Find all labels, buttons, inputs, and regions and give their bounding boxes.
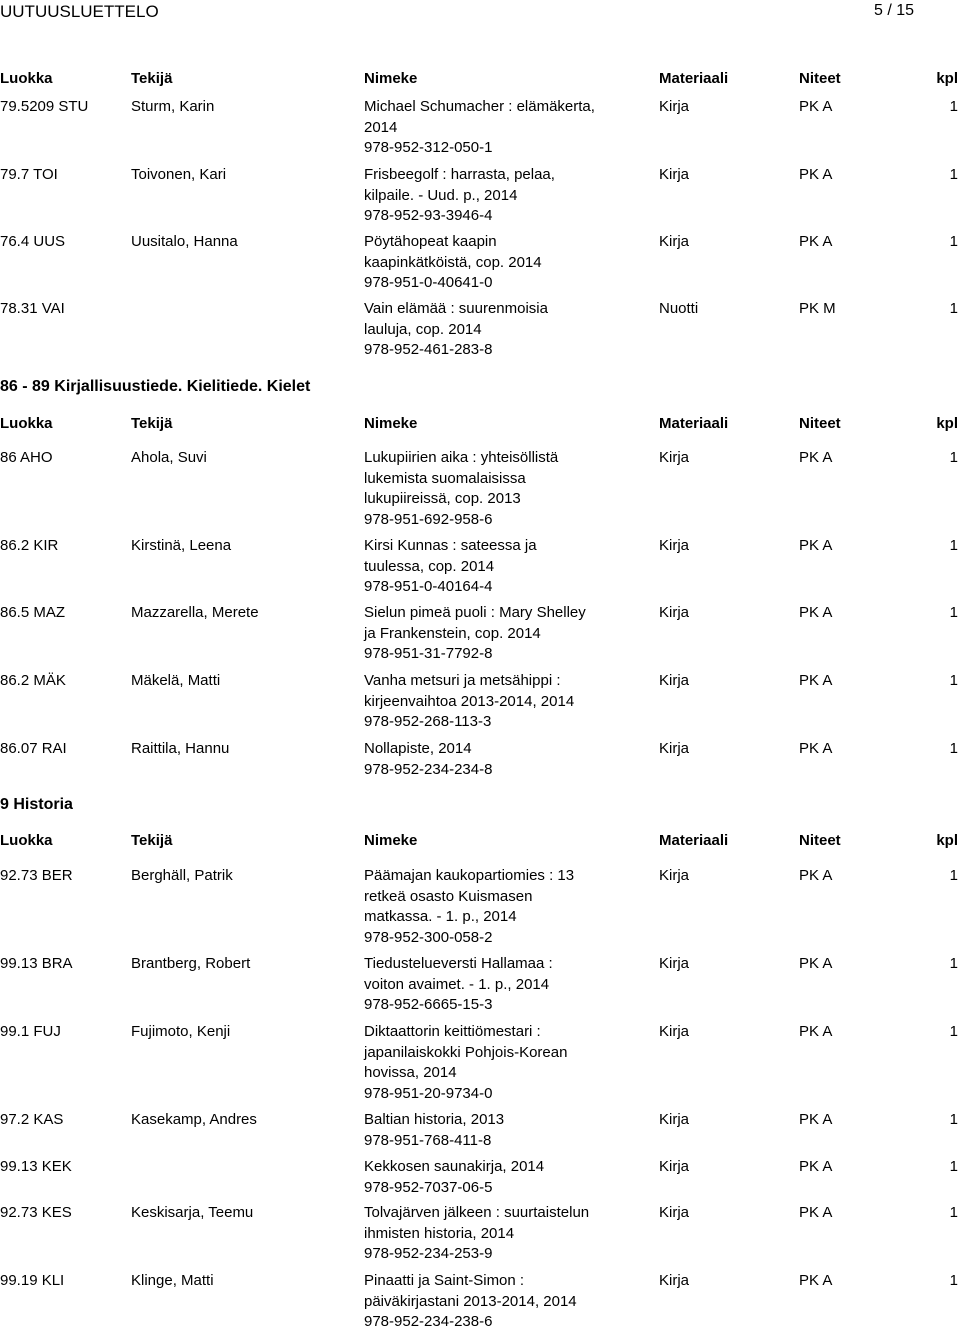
table-row xyxy=(0,603,960,663)
header-tekija: Tekijä xyxy=(131,832,173,849)
header-kpl: kpl xyxy=(936,832,958,849)
cell-niteet: PK A xyxy=(799,604,833,621)
nimeke-line: hovissa, 2014 xyxy=(364,1064,457,1082)
nimeke-line: ihmisten historia, 2014 xyxy=(364,1224,515,1242)
nimeke-line: Vain elämää : suurenmoisia xyxy=(364,300,548,317)
nimeke-line: 978-951-0-40164-4 xyxy=(364,578,493,596)
cell-luokka: 86.2 KIR xyxy=(0,537,59,554)
nimeke-line: Tiedustelueversti Hallamaa : xyxy=(364,955,553,972)
cell-materiaali: Kirja xyxy=(659,449,690,466)
nimeke-line: 978-952-7037-06-5 xyxy=(364,1178,493,1196)
nimeke-line: 978-952-234-234-8 xyxy=(364,760,493,778)
nimeke-line: kirjeenvaihtoa 2013-2014, 2014 xyxy=(364,692,575,710)
table-row xyxy=(0,866,960,947)
nimeke-line: Vanha metsuri ja metsähippi : xyxy=(364,672,561,689)
table-row xyxy=(0,232,960,292)
cell-tekija: Berghäll, Patrik xyxy=(131,867,233,884)
cell-materiaali: Kirja xyxy=(659,1272,690,1289)
cell-nimeke xyxy=(364,1022,634,1105)
header-luokka: Luokka xyxy=(0,832,53,849)
cell-nimeke xyxy=(364,1271,634,1333)
cell-kpl: 1 xyxy=(949,955,958,972)
cell-luokka: 86.07 RAI xyxy=(0,740,67,757)
header-niteet: Niteet xyxy=(799,832,841,849)
table-row xyxy=(0,954,960,1014)
table-row xyxy=(0,448,960,529)
cell-tekija: Klinge, Matti xyxy=(131,1272,214,1289)
table-row xyxy=(0,97,960,157)
page-number: 5 / 15 xyxy=(873,2,914,19)
cell-nimeke xyxy=(364,299,634,361)
cell-materiaali: Kirja xyxy=(659,955,690,972)
table-row xyxy=(0,1022,960,1103)
nimeke-line: 2014 xyxy=(364,118,398,136)
cell-materiaali: Kirja xyxy=(659,98,690,115)
nimeke-line: Baltian historia, 2013 xyxy=(364,1111,505,1128)
nimeke-line: 978-951-692-958-6 xyxy=(364,511,493,529)
cell-kpl: 1 xyxy=(949,98,958,115)
cell-luokka: 99.1 FUJ xyxy=(0,1023,61,1040)
cell-tekija: Fujimoto, Kenji xyxy=(131,1023,231,1040)
nimeke-line: ja Frankenstein, cop. 2014 xyxy=(364,624,541,642)
header-luokka: Luokka xyxy=(0,415,53,432)
cell-nimeke xyxy=(364,866,634,949)
table-header xyxy=(0,415,960,435)
header-luokka: Luokka xyxy=(0,70,53,87)
table-row xyxy=(0,1157,960,1196)
cell-materiaali: Kirja xyxy=(659,233,690,250)
cell-materiaali: Kirja xyxy=(659,604,690,621)
cell-nimeke xyxy=(364,1110,634,1151)
nimeke-line: voiton avaimet. - 1. p., 2014 xyxy=(364,975,550,993)
nimeke-line: lauluja, cop. 2014 xyxy=(364,320,482,338)
cell-kpl: 1 xyxy=(949,672,958,689)
cell-kpl: 1 xyxy=(949,166,958,183)
header-nimeke: Nimeke xyxy=(364,415,418,432)
header-materiaali: Materiaali xyxy=(659,415,729,432)
nimeke-line: päiväkirjastani 2013-2014, 2014 xyxy=(364,1292,577,1310)
header-kpl: kpl xyxy=(936,70,958,87)
nimeke-line: Frisbeegolf : harrasta, pelaa, xyxy=(364,166,555,183)
nimeke-line: kilpaile. - Uud. p., 2014 xyxy=(364,186,518,204)
cell-niteet: PK A xyxy=(799,1158,833,1175)
cell-tekija: Kasekamp, Andres xyxy=(131,1111,257,1128)
cell-luokka: 86.5 MAZ xyxy=(0,604,66,621)
table-row xyxy=(0,1271,960,1331)
table-row xyxy=(0,739,960,778)
header-materiaali: Materiaali xyxy=(659,832,729,849)
nimeke-line: Kirsi Kunnas : sateessa ja xyxy=(364,537,537,554)
nimeke-line: Päämajan kaukopartiomies : 13 xyxy=(364,867,575,884)
cell-kpl: 1 xyxy=(949,740,958,757)
cell-niteet: PK A xyxy=(799,537,833,554)
cell-materiaali: Kirja xyxy=(659,1111,690,1128)
cell-kpl: 1 xyxy=(949,233,958,250)
cell-kpl: 1 xyxy=(949,867,958,884)
cell-tekija: Sturm, Karin xyxy=(131,98,215,115)
table-header xyxy=(0,70,960,90)
cell-nimeke xyxy=(364,954,634,1016)
cell-luokka: 86.2 MÄK xyxy=(0,672,66,689)
cell-kpl: 1 xyxy=(949,1204,958,1221)
nimeke-line: 978-952-312-050-1 xyxy=(364,139,493,157)
cell-nimeke xyxy=(364,603,634,665)
cell-materiaali: Kirja xyxy=(659,672,690,689)
nimeke-line: 978-952-300-058-2 xyxy=(364,929,493,947)
table-row xyxy=(0,299,960,359)
cell-tekija: Mäkelä, Matti xyxy=(131,672,221,689)
nimeke-line: retkeä osasto Kuismasen xyxy=(364,887,533,905)
header-nimeke: Nimeke xyxy=(364,70,418,87)
header-tekija: Tekijä xyxy=(131,415,173,432)
cell-tekija: Raittila, Hannu xyxy=(131,740,230,757)
cell-kpl: 1 xyxy=(949,604,958,621)
cell-tekija: Ahola, Suvi xyxy=(131,449,207,466)
nimeke-line: Pinaatti ja Saint-Simon : xyxy=(364,1272,525,1289)
table-row xyxy=(0,165,960,225)
nimeke-line: lukemista suomalaisissa xyxy=(364,469,526,487)
cell-niteet: PK A xyxy=(799,1272,833,1289)
header-tekija: Tekijä xyxy=(131,70,173,87)
cell-kpl: 1 xyxy=(949,1023,958,1040)
cell-materiaali: Kirja xyxy=(659,1204,690,1221)
nimeke-line: 978-951-768-411-8 xyxy=(364,1131,492,1149)
cell-nimeke xyxy=(364,165,634,227)
nimeke-line: matkassa. - 1. p., 2014 xyxy=(364,908,517,926)
cell-niteet: PK A xyxy=(799,98,833,115)
nimeke-line: Lukupiirien aika : yhteisöllistä xyxy=(364,449,559,466)
cell-nimeke xyxy=(364,448,634,531)
section-title: 9 Historia xyxy=(0,796,73,813)
nimeke-line: Michael Schumacher : elämäkerta, xyxy=(364,98,595,115)
cell-materiaali: Kirja xyxy=(659,1158,690,1175)
cell-luokka: 99.13 KEK xyxy=(0,1158,72,1175)
nimeke-line: Kekkosen saunakirja, 2014 xyxy=(364,1158,545,1175)
nimeke-line: lukupiireissä, cop. 2013 xyxy=(364,490,521,508)
cell-kpl: 1 xyxy=(949,449,958,466)
cell-luokka: 99.13 BRA xyxy=(0,955,73,972)
cell-niteet: PK A xyxy=(799,672,833,689)
table-row xyxy=(0,1110,960,1149)
cell-niteet: PK A xyxy=(799,1111,833,1128)
cell-luokka: 92.73 BER xyxy=(0,867,73,884)
cell-nimeke xyxy=(364,671,634,733)
cell-kpl: 1 xyxy=(949,1158,958,1175)
cell-niteet: PK A xyxy=(799,1204,833,1221)
cell-materiaali: Kirja xyxy=(659,1023,690,1040)
cell-luokka: 79.7 TOI xyxy=(0,166,58,183)
nimeke-line: 978-952-234-238-6 xyxy=(364,1313,493,1331)
cell-materiaali: Kirja xyxy=(659,867,690,884)
cell-niteet: PK A xyxy=(799,740,833,757)
nimeke-line: 978-952-234-253-9 xyxy=(364,1245,493,1263)
cell-niteet: PK M xyxy=(799,300,836,317)
nimeke-line: 978-951-0-40641-0 xyxy=(364,274,493,292)
nimeke-line: 978-952-461-283-8 xyxy=(364,341,493,359)
nimeke-line: tuulessa, cop. 2014 xyxy=(364,557,495,575)
cell-niteet: PK A xyxy=(799,166,833,183)
cell-materiaali: Kirja xyxy=(659,166,690,183)
cell-luokka: 79.5209 STU xyxy=(0,98,89,115)
document-title: UUTUUSLUETTELO xyxy=(0,2,159,21)
header-kpl: kpl xyxy=(936,415,958,432)
header-niteet: Niteet xyxy=(799,415,841,432)
nimeke-line: Tolvajärven jälkeen : suurtaistelun xyxy=(364,1204,590,1221)
nimeke-line: 978-951-31-7792-8 xyxy=(364,645,493,663)
cell-tekija: Brantberg, Robert xyxy=(131,955,251,972)
table-row xyxy=(0,536,960,596)
cell-luokka: 78.31 VAI xyxy=(0,300,65,317)
cell-niteet: PK A xyxy=(799,233,833,250)
cell-materiaali: Kirja xyxy=(659,740,690,757)
cell-niteet: PK A xyxy=(799,1023,833,1040)
nimeke-line: Nollapiste, 2014 xyxy=(364,740,472,757)
cell-niteet: PK A xyxy=(799,449,833,466)
cell-niteet: PK A xyxy=(799,867,833,884)
cell-tekija: Kirstinä, Leena xyxy=(131,537,232,554)
table-row xyxy=(0,671,960,731)
cell-kpl: 1 xyxy=(949,1111,958,1128)
cell-tekija: Keskisarja, Teemu xyxy=(131,1204,254,1221)
cell-nimeke xyxy=(364,536,634,598)
section-title: 86 - 89 Kirjallisuustiede. Kielitiede. Kielet xyxy=(0,378,311,395)
table-row xyxy=(0,1203,960,1263)
header-nimeke: Nimeke xyxy=(364,832,418,849)
cell-nimeke xyxy=(364,1157,634,1198)
cell-kpl: 1 xyxy=(949,537,958,554)
cell-nimeke xyxy=(364,739,634,780)
cell-tekija: Toivonen, Kari xyxy=(131,166,227,183)
nimeke-line: Pöytähopeat kaapin xyxy=(364,233,497,250)
table-header xyxy=(0,832,960,852)
cell-nimeke xyxy=(364,1203,634,1265)
cell-tekija: Mazzarella, Merete xyxy=(131,604,259,621)
cell-kpl: 1 xyxy=(949,300,958,317)
cell-luokka: 76.4 UUS xyxy=(0,233,66,250)
nimeke-line: 978-952-93-3946-4 xyxy=(364,207,493,225)
cell-nimeke xyxy=(364,232,634,294)
nimeke-line: 978-951-20-9734-0 xyxy=(364,1085,493,1103)
header-niteet: Niteet xyxy=(799,70,841,87)
nimeke-line: 978-952-268-113-3 xyxy=(364,713,492,731)
header-materiaali: Materiaali xyxy=(659,70,729,87)
cell-nimeke xyxy=(364,97,634,159)
nimeke-line: 978-952-6665-15-3 xyxy=(364,996,493,1014)
cell-luokka: 99.19 KLI xyxy=(0,1272,65,1289)
cell-kpl: 1 xyxy=(949,1272,958,1289)
cell-tekija: Uusitalo, Hanna xyxy=(131,233,238,250)
nimeke-line: kaapinkätköistä, cop. 2014 xyxy=(364,253,542,271)
cell-materiaali: Nuotti xyxy=(659,300,699,317)
nimeke-line: japanilaiskokki Pohjois-Korean xyxy=(364,1043,568,1061)
cell-luokka: 86 AHO xyxy=(0,449,53,466)
nimeke-line: Diktaattorin keittiömestari : xyxy=(364,1023,541,1040)
cell-niteet: PK A xyxy=(799,955,833,972)
nimeke-line: Sielun pimeä puoli : Mary Shelley xyxy=(364,604,586,621)
cell-luokka: 97.2 KAS xyxy=(0,1111,64,1128)
cell-materiaali: Kirja xyxy=(659,537,690,554)
cell-luokka: 92.73 KES xyxy=(0,1204,72,1221)
